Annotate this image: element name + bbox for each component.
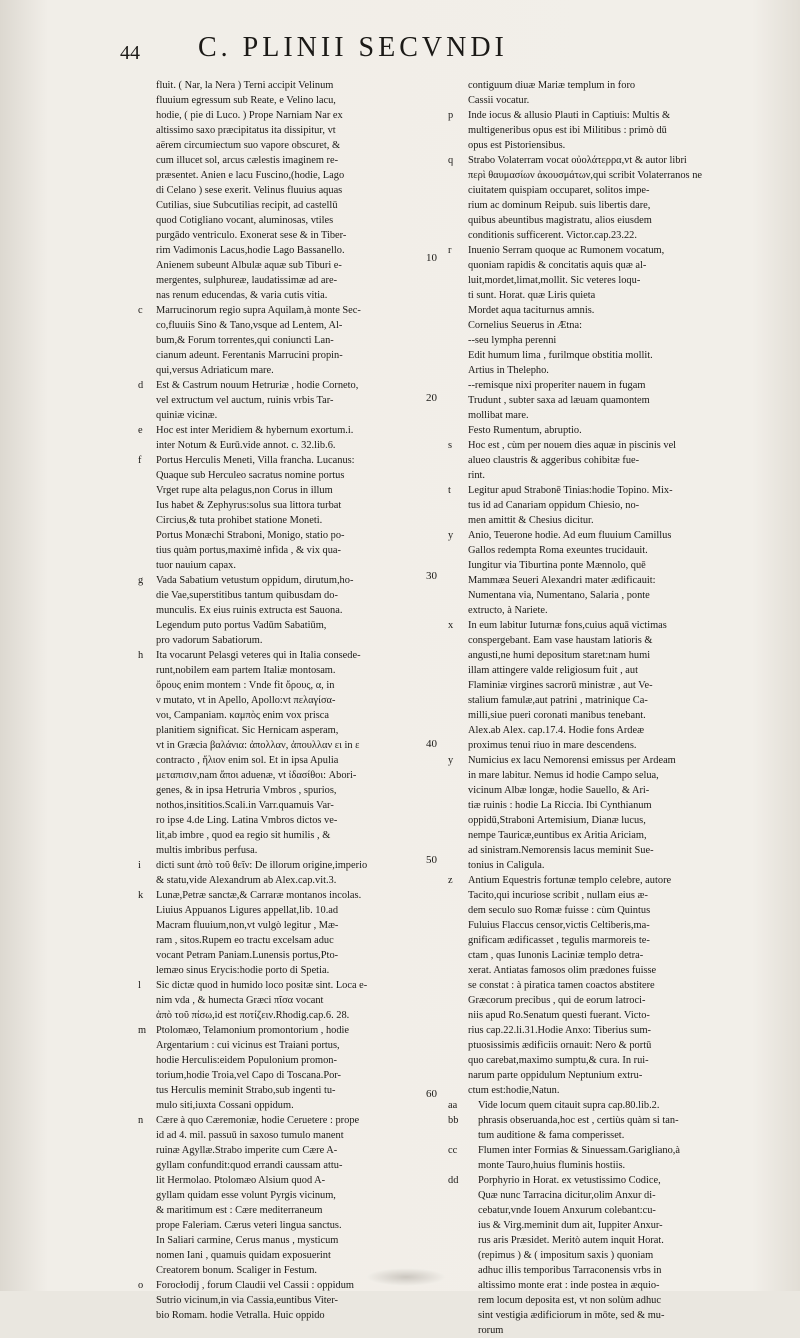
note-line: Macram fluuium,non,vt vulgò legitur , Mæ-: [156, 920, 339, 931]
note-line: cum illucet sol, arcus cælestis imaginem re-: [156, 155, 339, 166]
note-line: tiæ ruinis : hodie La Riccia. Ibi Cynthianum: [468, 800, 652, 811]
note-line: mergentes, sulphureæ, laudatissimæ ad are-: [156, 275, 338, 286]
note-line: Flumen inter Formias & Sinuessam.Garigliano,à: [478, 1145, 681, 1156]
note-marker: k: [138, 890, 144, 901]
note-line: Fuluius Flaccus censor,victis Celtiberis,ma-: [468, 920, 650, 931]
note-line: ad sinistram.Nemorensis lacus meminit Sue-: [468, 845, 654, 856]
note-line: Lunæ,Petræ sanctæ,& Carraræ montanos incolas.: [156, 890, 362, 901]
note-line: tus Herculis meminit Strabo,sub ingenti tu-: [156, 1085, 336, 1096]
note-line: Flaminiæ virgines sacrorū ministræ , aut Ve-: [468, 680, 653, 691]
note-line: Mordet aqua taciturnus amnis.: [468, 305, 595, 316]
note-line: torium,hodie Troia,vel Capo di Toscana.Por-: [156, 1070, 342, 1081]
note-line: Hoc est , cùm per nouem dies aquæ in piscinis vel: [468, 440, 677, 451]
note-line: νοι, Campaniam. καμπὸς enim vox prisca: [156, 710, 329, 721]
note-line: lit Hermolao. Ptolomæo Alsium quod A-: [156, 1175, 326, 1186]
right-column-note: [448, 78, 798, 108]
note-marker: p: [448, 110, 454, 121]
note-line: Porphyrio in Horat. ex vetustissimo Codice,: [478, 1175, 661, 1186]
note-line: niis apud Ro.Senatum questi fuerant. Victo-: [468, 1010, 650, 1021]
note-line: se constat : à piratica tamen coactos abstitere: [468, 980, 655, 991]
note-marker: t: [448, 485, 451, 496]
note-line: ti sunt. Horat. quæ Liris quieta: [468, 290, 596, 301]
note-line: planitiem significat. Sic Hernicam asperam,: [156, 725, 339, 736]
note-line: cianum adeunt. Ferentanis Marrucini propin-: [156, 350, 343, 361]
note-line: Alex.ab Alex. cap.17.4. Hodie fons Ardeæ: [468, 725, 645, 736]
note-line: Quæ nunc Tarracina dicitur,olim Anxur di-: [478, 1190, 656, 1201]
note-line: genes, & in ipsa Hetruria Vmbros , spurios,: [156, 785, 337, 796]
right-column-note: [448, 438, 798, 483]
note-line: mollibat mare.: [468, 410, 529, 421]
note-line: Quaque sub Herculeo sacratus nomine portus: [156, 470, 345, 481]
note-line: in mare labitur. Nemus id hodie Campo selua,: [468, 770, 659, 781]
note-line: id ad 4. mil. passuū in saxoso tumulo manent: [156, 1130, 344, 1141]
note-line: aërem circumiectum suo vapore obscuret, &: [156, 140, 341, 151]
note-line: Trudunt , subter saxa ad læuam quamontem: [468, 395, 650, 406]
note-marker: bb: [448, 1115, 459, 1126]
line-number: 20: [426, 392, 437, 404]
right-column: [448, 78, 798, 1338]
note-line: ram , sitos.Rupem eo tractu excelsam aduc: [156, 935, 334, 946]
note-line: nim vda , & humecta Græci πῖσα vocant: [156, 995, 324, 1006]
note-line: quibus abeuntibus magistratu, alios eiusdem: [468, 215, 652, 226]
running-head: C. PLINII SECVNDI: [198, 32, 508, 63]
note-line: gnificam ædificasset , tegulis marmoreis te-: [468, 935, 650, 946]
note-line: die Vae,superstitibus tantum quibusdam do-: [156, 590, 338, 601]
note-line: ctum est:hodie,Natun.: [468, 1085, 560, 1096]
note-line: Festo Rumentum, abruptio.: [468, 425, 582, 436]
note-line: & statu,vide Alexandrum ab Alex.cap.vit.3.: [156, 875, 337, 886]
note-line: contracto , ἥλιον enim sol. Et in ipsa Apulia: [156, 755, 339, 766]
note-line: contiguum diuæ Mariæ templum in foro: [468, 80, 636, 91]
note-line: nempe Tauricæ,euntibus ex Aritia Ariciam,: [468, 830, 647, 841]
note-line: quoniam rapidis & concitatis aquis quæ al-: [468, 260, 647, 271]
note-line: tuor nauium capax.: [156, 560, 236, 571]
right-column-note: [448, 153, 798, 243]
note-line: Strabo Volaterram vocat οὐολάτερρα,vt & autor libri: [468, 155, 687, 166]
note-line: Vada Sabatium vetustum oppidum, dirutum,ho-: [156, 575, 354, 586]
note-line: bio Romam. hodie Vetralla. Huic oppido: [156, 1310, 325, 1321]
note-line: Cutilias, siue Subcutilias recipit, ad castellū: [156, 200, 338, 211]
note-line: tum auditione & fama comperisset.: [478, 1130, 625, 1141]
note-marker: cc: [448, 1145, 458, 1156]
note-line: inter Notum & Eurū.vide annot. c. 32.lib.6.: [156, 440, 336, 451]
note-marker: e: [138, 425, 143, 436]
note-line: ptuosissimis ædificiis ornauit: Nero & portū: [468, 1040, 652, 1051]
note-line: lemæo sinus Erycis:hodie porto di Spetia.: [156, 965, 330, 976]
note-line: gyllam confundit:quod errandi caussam attu-: [156, 1160, 343, 1171]
note-line: Gallos redempta Roma exeuntes trucidauit.: [468, 545, 648, 556]
note-line: Ius habet & Zephyrus:solus sua littora turbat: [156, 500, 342, 511]
note-line: Marrucinorum regio supra Aquilam,à monte Sec-: [156, 305, 361, 316]
right-column-note: [448, 1113, 798, 1143]
note-line: Edit humum lima , furilmque obstitia mollit.: [468, 350, 653, 361]
note-line: Hoc est inter Meridiem & hybernum exortum.i.: [156, 425, 354, 436]
note-line: Inde iocus & allusio Plauti in Captiuis: Multis &: [468, 110, 671, 121]
note-marker: o: [138, 1280, 144, 1291]
note-line: proximus tenui riuo in mare descendens.: [468, 740, 637, 751]
note-marker: c: [138, 305, 143, 316]
note-line: rus aris Præsidet. Meritò autem inquit Horat.: [478, 1235, 664, 1246]
note-line: Græcorum precibus , qui de eorum latroci-: [468, 995, 646, 1006]
note-marker: aa: [448, 1100, 458, 1111]
note-line: Creatorem bonum. Scaliger in Festum.: [156, 1265, 318, 1276]
right-column-note: [448, 873, 798, 1098]
note-line: rius cap.22.li.31.Hodie Anxo: Tiberius sum-: [468, 1025, 651, 1036]
note-line: tius quàm portus,maximè infida , & vix qua-: [156, 545, 341, 556]
left-column-note: [138, 423, 448, 453]
note-line: Ita vocarunt Pelasgi veteres qui in Italia consede-: [156, 650, 361, 661]
note-line: hodie Herculis:eidem Populonium promon-: [156, 1055, 337, 1066]
note-line: Forocłodij , forum Claudii vel Cassii : oppidum: [156, 1280, 354, 1291]
note-line: rem locum deposita est, vt non solùm adhuc: [478, 1295, 661, 1306]
note-line: rium ac dominum Reipub. suis libertis dare,: [468, 200, 651, 211]
left-column-note: [138, 453, 448, 573]
note-line: prope Faleriam. Cærus veteri lingua sanctus.: [156, 1220, 342, 1231]
note-line: xerat. Antiatas famosos olim prædones fuisse: [468, 965, 657, 976]
note-line: Portus Monæchi Straboni, Monigo, statio po-: [156, 530, 345, 541]
left-column-note: [138, 1023, 448, 1113]
note-line: Cassii vocatur.: [468, 95, 530, 106]
note-line: Circius,& tuta prohibet statione Moneti.: [156, 515, 323, 526]
note-line: altissimo monte erat : inde postea in æquio-: [478, 1280, 660, 1291]
note-marker: i: [138, 860, 141, 871]
note-line: sint vestigia ædificiorum in mōte, sed & mu-: [478, 1310, 665, 1321]
note-line: qui,versus Adriaticum mare.: [156, 365, 274, 376]
note-line: Mammæa Seueri Alexandri mater ædificauit:: [468, 575, 656, 586]
ink-smudge: [366, 1268, 446, 1286]
note-line: --seu lympha perenni: [468, 335, 557, 346]
note-line: ὄρους enim montem : Vnde fit ὄρους, α, in: [156, 680, 335, 691]
note-line: extructo, à Nariete.: [468, 605, 548, 616]
note-line: rint.: [468, 470, 486, 481]
note-line: hodie, ( pie di Luco. ) Prope Narniam Nar ex: [156, 110, 343, 121]
note-line: multis imbribus perfusa.: [156, 845, 258, 856]
note-line: di Celano ) sese exerit. Velinus fluuius aquas: [156, 185, 343, 196]
note-line: altissimo saxo præcipitatus ita dissipitur, vt: [156, 125, 336, 136]
line-number: 30: [426, 570, 437, 582]
right-column-note: [448, 243, 798, 438]
note-line: ius & Virg.meminit dum ait, Iuppiter Anxur-: [478, 1220, 663, 1231]
note-line: adhuc illis temporibus Tarraconensis vrbs in: [478, 1265, 662, 1276]
note-line: (repimus ) & ( impositum saxis ) quoniam: [478, 1250, 654, 1261]
right-column-note: [448, 1173, 798, 1338]
note-line: tus id ad Canariam oppidum Chiesio, no-: [468, 500, 640, 511]
note-line: Anienem subeunt Albulæ aquæ sub Tiburi e-: [156, 260, 342, 271]
left-column-note: [138, 303, 448, 378]
note-line: Sic dictæ quod in humido loco positæ sint. Loca e-: [156, 980, 368, 991]
note-line: men amittit & Chesius dicitur.: [468, 515, 594, 526]
note-line: præsentet. Anien e lacu Fuscino,(hodie, Lago: [156, 170, 345, 181]
note-line: Sutrio vicinum,in via Cassia,euntibus Viter-: [156, 1295, 338, 1306]
note-line: Argentarium : cui vicinus est Traiani portus,: [156, 1040, 340, 1051]
note-line: nas renum educendas, & varia cutis vitia.: [156, 290, 328, 301]
left-column-note: [138, 888, 448, 978]
note-line: angusti,ne humi depositum staret:nam humi: [468, 650, 651, 661]
note-line: cebatur,vnde Iouem Anxurum colebant:cu-: [478, 1205, 656, 1216]
note-line: mulo siti,iuxta Cossani oppidum.: [156, 1100, 294, 1111]
note-line: Antium Equestris fortunæ templo celebre, autore: [468, 875, 672, 886]
note-line: milli,siue pueri coronati manibus tenebant.: [468, 710, 646, 721]
right-column-note: [448, 1143, 798, 1173]
note-line: fluit. ( Nar, la Nera ) Terni accipit Velinum: [156, 80, 334, 91]
note-line: ruinæ Agyllæ.Strabo imperite cum Cære A-: [156, 1145, 338, 1156]
note-line: vicinum Albæ longæ, hodie Sauello, & Ari-: [468, 785, 650, 796]
note-line: alueo claustris & aggeribus cohibitæ fue-: [468, 455, 640, 466]
note-marker: f: [138, 455, 142, 466]
note-line: gyllam quidam esse volunt Pyrgis vicinum,: [156, 1190, 336, 1201]
note-line: Legitur apud Strabonē Tinias:hodie Topino. Mix-: [468, 485, 673, 496]
note-line: fluuium egressum sub Reate, e Velino lacu,: [156, 95, 336, 106]
right-column-note: [448, 1098, 798, 1113]
right-column-note: [448, 753, 798, 873]
note-line: monte Tauro,huius fluminis hostiis.: [478, 1160, 626, 1171]
note-line: --remisque nixi properiter nauem in fugam: [468, 380, 646, 391]
note-line: Anio, Teuerone hodie. Ad eum fluuium Camillus: [468, 530, 672, 541]
note-line: conditionis sufficerent. Victor.cap.23.22.: [468, 230, 637, 241]
note-line: μεταπισιν,nam ἄποι aduenæ, vt ἰδασίθοι: Abori-: [156, 770, 357, 781]
note-line: narum parte oppidulum Neptunium extru-: [468, 1070, 643, 1081]
left-column-note: [138, 648, 448, 858]
note-marker: x: [448, 620, 454, 631]
note-line: Artius in Thelepho.: [468, 365, 549, 376]
note-line: vt in Græcia βαλάνια: ἀπολλαν, ἀπουλλαν ει in ε: [156, 740, 360, 751]
note-line: ciuitatem quispiam occuparet, solitos impe-: [468, 185, 650, 196]
note-line: Numentana via, Numentano, Salaria , ponte: [468, 590, 650, 601]
note-marker: n: [138, 1115, 144, 1126]
note-line: quiniæ vicinæ.: [156, 410, 218, 421]
note-marker: q: [448, 155, 454, 166]
note-marker: r: [448, 245, 452, 256]
left-column: [138, 78, 448, 1323]
note-marker: d: [138, 380, 144, 391]
note-line: In Saliari carmine, Cerus manus , mysticum: [156, 1235, 339, 1246]
note-line: oppidū,Straboni Artemisium, Dianæ lucus,: [468, 815, 646, 826]
note-line: Liuius Appuanos Ligures appellat,lib. 10.ad: [156, 905, 339, 916]
note-line: Numicius ex lacu Nemorensi emissus per Ardeam: [468, 755, 676, 766]
right-column-note: [448, 528, 798, 618]
note-line: ro ipse 4.de Ling. Latina Vmbros dictos ve-: [156, 815, 338, 826]
note-line: conspergebant. Eam vase haustam latioris &: [468, 635, 653, 646]
right-column-note: [448, 483, 798, 528]
note-line: Portus Herculis Meneti, Villa francha. Lucanus:: [156, 455, 355, 466]
note-line: Est & Castrum nouum Hetruriæ , hodie Corneto,: [156, 380, 359, 391]
note-line: ἀπὸ τοῦ πίσω,id est ποτίζειν.Rhodig.cap.6. 28.: [156, 1010, 350, 1021]
note-marker: g: [138, 575, 144, 586]
note-marker: z: [448, 875, 453, 886]
note-line: ctam , quas Iunonis Laciniæ templo detra-: [468, 950, 644, 961]
note-marker: dd: [448, 1175, 459, 1186]
note-line: luit,mordet,limat,mollit. Sic veteres loqu-: [468, 275, 641, 286]
note-line: Tacito,qui incuriose scribit , nullam eius æ-: [468, 890, 648, 901]
note-line: multigeneribus opus est ibi Militibus : primò dū: [468, 125, 667, 136]
note-line: co,fluuiis Sino & Tano,vsque ad Lentem, Al-: [156, 320, 343, 331]
note-line: lit,ab imbre , quod ea regio sit humilis , &: [156, 830, 331, 841]
note-line: περὶ θαυμασίων ἀκουσμάτων,qui scribit Volaterranos ne: [468, 170, 703, 181]
note-line: Iungitur via Tiburtina ponte Mænnolo, quē: [468, 560, 646, 571]
note-line: vel extructum vel auctum, ruinis vrbis Tar-: [156, 395, 334, 406]
note-line: dem seculo suo Romæ fuisse : cùm Quintus: [468, 905, 651, 916]
note-line: Ptolomæo, Telamonium promontorium , hodie: [156, 1025, 350, 1036]
note-line: purgādo ventriculo. Exonerat sese & in Tiber-: [156, 230, 347, 241]
note-line: Legendum puto portus Vadūm Sabatiūm,: [156, 620, 327, 631]
right-column-note: [448, 618, 798, 753]
note-line: Vide locum quem citauit supra cap.80.lib.2.: [478, 1100, 660, 1111]
note-line: Vrget rupe alta pelagus,non Corus in illum: [156, 485, 333, 496]
note-line: dicti sunt ἀπὸ τοῦ θεῖν: De illorum origine,imperio: [156, 860, 368, 871]
left-column-note: [138, 378, 448, 423]
note-line: runt,nobilem eam partem Italiæ montosam.: [156, 665, 336, 676]
page-number: 44: [120, 42, 140, 64]
note-line: pro vadorum Sabatiorum.: [156, 635, 263, 646]
note-line: bum,& Forum torrentes,qui coniuncti Lan-: [156, 335, 334, 346]
note-line: & maritimum est : Cære mediterraneum: [156, 1205, 323, 1216]
note-line: nomen Iani , quamuis quidam exposuerint: [156, 1250, 331, 1261]
note-marker: s: [448, 440, 453, 451]
note-line: munculis. Ex eius ruinis extructa est Sauona.: [156, 605, 343, 616]
note-marker: l: [138, 980, 141, 991]
right-column-note: [448, 108, 798, 153]
note-line: rim Vadimonis Lacus,hodie Lago Bassanello.: [156, 245, 345, 256]
note-marker: h: [138, 650, 144, 661]
left-column-note: [138, 978, 448, 1023]
note-line: nothos,insititios.Scali.in Varr.quamuis Var-: [156, 800, 334, 811]
left-column-note: [138, 1113, 448, 1278]
note-line: illam attingere valde religiosum fuit , aut: [468, 665, 638, 676]
note-marker: y: [448, 530, 454, 541]
line-number: 50: [426, 854, 437, 866]
note-line: Inuenio Serram quoque ac Rumonem vocatum,: [468, 245, 665, 256]
note-line: stalium famulæ,aut patrini , matrinique Ca-: [468, 695, 648, 706]
left-column-note: [138, 78, 448, 303]
line-number: 40: [426, 738, 437, 750]
note-marker: y: [448, 755, 454, 766]
note-line: quod Cotigliano vocant, aluminosas, vtiles: [156, 215, 334, 226]
note-line: Cære à quo Cæremoniæ, hodie Ceruetere : prope: [156, 1115, 360, 1126]
note-line: Cornelius Seuerus in Ætna:: [468, 320, 582, 331]
note-line: In eum labitur Iuturnæ fons,cuius aquā victimas: [468, 620, 667, 631]
note-line: opus est Pistoriensibus.: [468, 140, 566, 151]
line-number: 10: [426, 252, 437, 264]
note-marker: m: [138, 1025, 147, 1036]
note-line: quo carebat,maximo sumptu,& cura. In rui-: [468, 1055, 649, 1066]
note-line: tonius in Caligula.: [468, 860, 545, 871]
note-line: ν mutato, vt in Apello, Apollo:vt πελαγίσα-: [156, 695, 336, 706]
note-line: phrasis obseruanda,hoc est , certiùs quàm si tan-: [478, 1115, 679, 1126]
note-line: vocant Petram Paniam.Lunensis portus,Pto-: [156, 950, 339, 961]
line-number: 60: [426, 1088, 437, 1100]
left-column-note: [138, 573, 448, 648]
left-column-note: [138, 858, 448, 888]
note-line: rorum: [478, 1325, 504, 1336]
